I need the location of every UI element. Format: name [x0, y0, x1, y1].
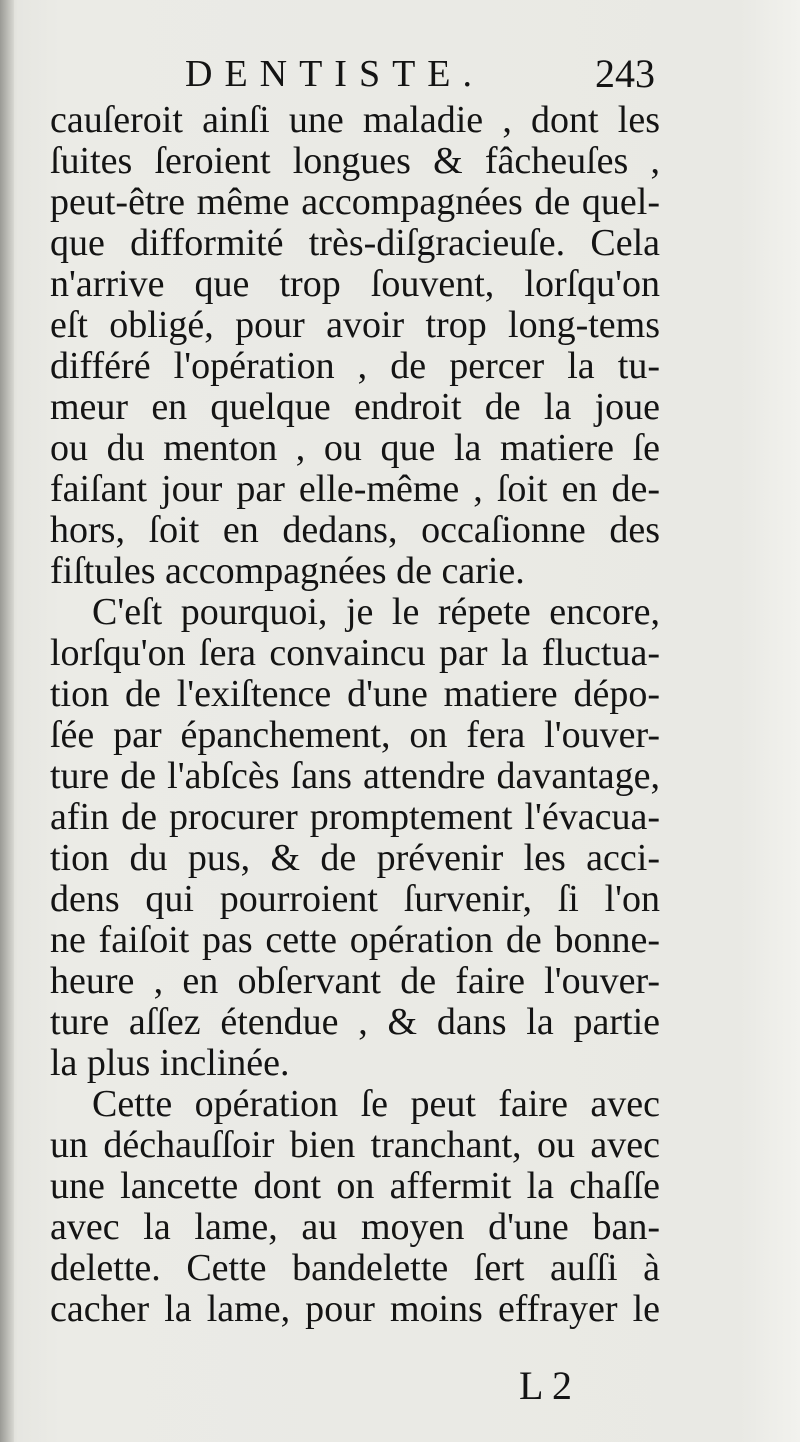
text-line: ne faiſoit pas cette opération de bonne- [50, 919, 660, 961]
text-line: avec la lame, au moyen d'une ban- [50, 1206, 660, 1248]
text-line: hors, ſoit en dedans, occaſionne des [50, 509, 660, 551]
text-line: tion du pus, & de prévenir les acci- [50, 837, 660, 879]
text-line: ture aſſez étendue , & dans la partie [50, 1001, 660, 1043]
text-line: eſt obligé, pour avoir trop long-tems [50, 304, 660, 346]
signature-mark: L 2 [519, 1363, 572, 1408]
text-line: tion de l'exiſtence d'une matiere dépo- [50, 673, 660, 715]
text-line: la plus inclinée. [50, 1042, 290, 1084]
text-line: que difformité très-diſgracieuſe. Cela [50, 222, 660, 264]
body-text [50, 100, 660, 1330]
page-header [175, 48, 655, 98]
text-line: Cette opération ſe peut faire avec [92, 1083, 660, 1125]
text-line: meur en quelque endroit de la joue [50, 386, 660, 428]
text-line: une lancette dont on affermit la chaſſe [50, 1165, 660, 1207]
text-line: cacher la lame, pour moins effrayer le [50, 1288, 660, 1330]
page-gutter-shadow [0, 0, 14, 1442]
text-line: ou du menton , ou que la matiere ſe [50, 427, 660, 469]
text-line: faiſant jour par elle-même , ſoit en de- [50, 468, 660, 510]
text-line: afin de procurer promptement l'évacua- [50, 796, 660, 838]
text-line: C'eſt pourquoi, je le répete encore, [92, 591, 660, 633]
text-line: dens qui pourroient ſurvenir, ſi l'on [50, 878, 660, 920]
running-title: DENTISTE. [185, 53, 485, 95]
text-line: ture de l'abſcès ſans attendre davantage, [50, 755, 660, 797]
text-line: lorſqu'on ſera convaincu par la fluctua- [50, 632, 660, 674]
text-line: un déchauſſoir bien tranchant, ou avec [50, 1124, 660, 1166]
text-line: cauſeroit ainſi une maladie , dont les [50, 99, 660, 141]
text-line: différé l'opération , de percer la tu- [50, 345, 660, 387]
text-line: delette. Cette bandelette ſert auſſi à [50, 1247, 660, 1289]
text-line: ſée par épanchement, on fera l'ouver- [50, 714, 660, 756]
text-line: ſuites ſeroient longues & fâcheuſes , [50, 140, 660, 182]
page-number: 243 [595, 51, 655, 96]
text-line: fiſtules accompagnées de carie. [50, 550, 525, 592]
text-line: n'arrive que trop ſouvent, lorſqu'on [50, 263, 660, 305]
text-line: peut-être même accompagnées de quel- [50, 181, 660, 223]
text-line: heure , en obſervant de faire l'ouver- [50, 960, 660, 1002]
